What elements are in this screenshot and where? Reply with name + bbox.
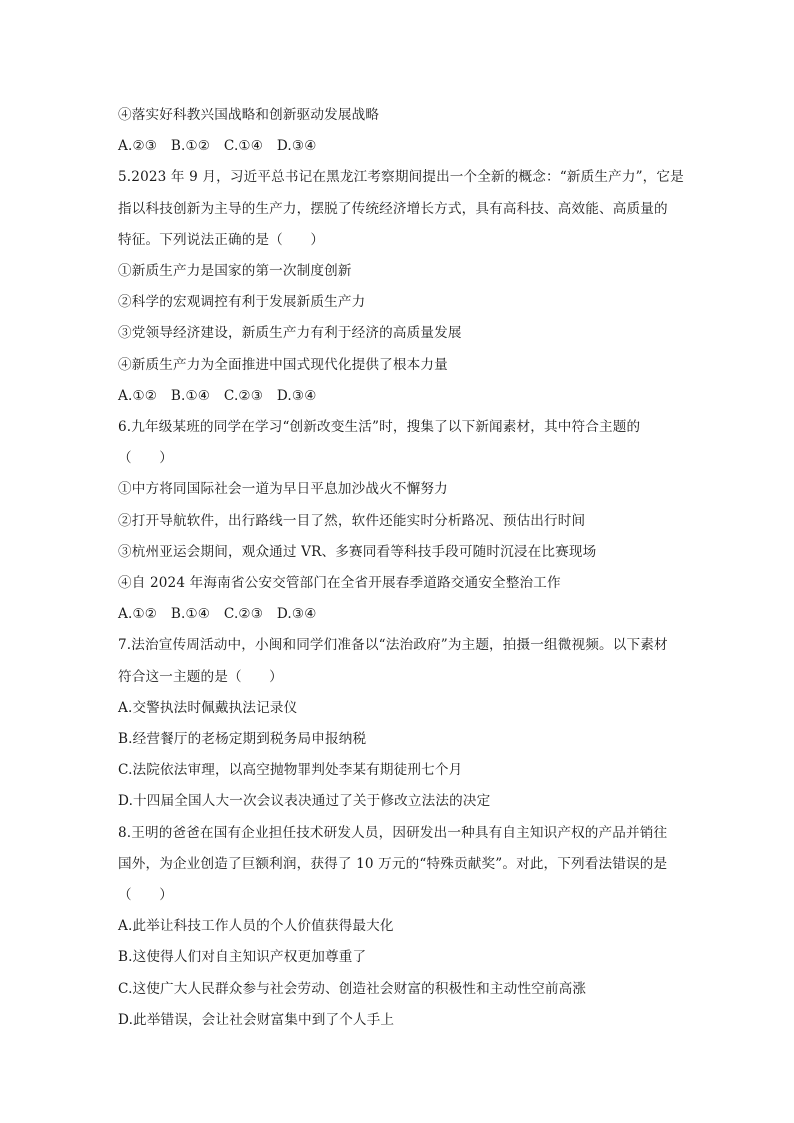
q5-statement-4: ④新质生产力为全面推进中国式现代化提供了根本力量 (118, 356, 448, 373)
q5-statement-1: ①新质生产力是国家的第一次制度创新 (118, 263, 352, 280)
q7-option-b: B.经营餐厅的老杨定期到税务局申报纳税 (118, 731, 367, 748)
question-6-text: 6.九年级某班的同学在学习“创新改变生活”时，搜集了以下新闻素材，其中符合主题的 (118, 419, 641, 436)
question-7-text: 7.法治宣传周活动中，小闽和同学们准备以“法治政府”为主题，拍摄一组微视频。以下素材 (118, 637, 668, 654)
question-6-bracket: （ ） (118, 450, 173, 467)
q6-statement-2: ②打开导航软件，出行路线一目了然，软件还能实时分析路况、预估出行时间 (118, 512, 586, 529)
q6-statement-3: ③杭州亚运会期间，观众通过 VR、多赛同看等科技手段可随时沉浸在比赛现场 (118, 543, 597, 560)
question-8-text: 8.王明的爸爸在国有企业担任技术研发人员，因研发出一种具有自主知识产权的产品并销往 (118, 824, 668, 841)
q8-option-d: D.此举错误，会让社会财富集中到了个人手上 (118, 1011, 395, 1028)
q5-statement-2: ②科学的宏观调控有利于发展新质生产力 (118, 294, 366, 311)
q7-option-a: A.交警执法时佩戴执法记录仪 (118, 699, 298, 716)
question-8-bracket: （ ） (118, 887, 173, 904)
answer-choices-q4: A.②③ B.①② C.①④ D.③④ (118, 138, 317, 155)
q7-option-c: C.法院依法审理，以高空抛物罪判处李某有期徒刑七个月 (118, 762, 463, 779)
q8-option-a: A.此举让科技工作人员的个人价值获得最大化 (118, 918, 394, 935)
answer-choices-q5: A.①② B.①④ C.②③ D.③④ (118, 387, 317, 404)
option-line-4: ④落实好科教兴国战略和创新驱动发展战略 (118, 107, 380, 123)
answer-choices-q6: A.①② B.①④ C.②③ D.③④ (118, 606, 317, 623)
question-5-text: 5.2023 年 9 月，习近平总书记在黑龙江考察期间提出一个全新的概念：“新质生产力”，它是 (118, 169, 684, 186)
q7-option-d: D.十四届全国人大一次会议表决通过了关于修改立法法的决定 (118, 793, 491, 810)
q5-statement-3: ③党领导经济建设，新质生产力有利于经济的高质量发展 (118, 325, 462, 342)
question-7-prompt: 符合这一主题的是（ ） (118, 668, 283, 685)
question-8-text-cont: 国外，为企业创造了巨额利润，获得了 10 万元的“特殊贡献奖”。对此，下列看法错误的是 (118, 855, 668, 872)
q6-statement-1: ①中方将同国际社会一道为早日平息加沙战火不懈努力 (118, 481, 448, 498)
q8-option-b: B.这使得人们对自主知识产权更加尊重了 (118, 949, 367, 966)
q6-statement-4: ④自 2024 年海南省公安交管部门在全省开展春季道路交通安全整治工作 (118, 575, 561, 592)
q8-option-c: C.这使广大人民群众参与社会劳动、创造社会财富的积极性和主动性空前高涨 (118, 980, 587, 997)
question-5-text-cont: 指以科技创新为主导的生产力，摆脱了传统经济增长方式，具有高科技、高效能、高质量的 (118, 200, 668, 217)
question-5-prompt: 特征。下列说法正确的是（ ） (118, 231, 325, 248)
